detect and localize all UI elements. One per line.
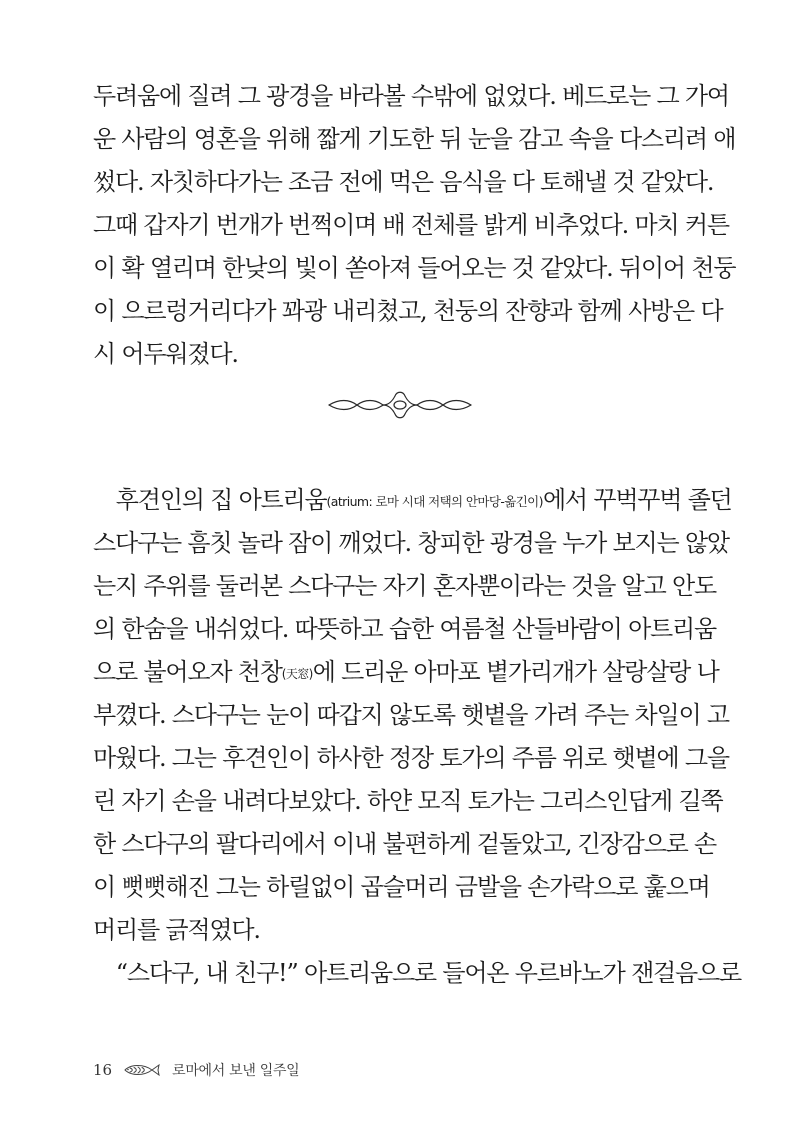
- text-line: 이 으르렁거리다가 꽈광 내리쳤고, 천둥의 잔향과 함께 사방은 다: [93, 297, 723, 325]
- text-line: 부꼈다. 스다구는 눈이 따갑지 않도록 햇볕을 가려 주는 차일이 고: [93, 701, 729, 729]
- book-title: 로마에서 보낸 일주일: [172, 1063, 300, 1079]
- text-line: 한 스다구의 팔다리에서 이내 불편하게 겉돌았고, 긴장감으로 손: [93, 830, 717, 858]
- text-line: 의 한숨을 내쉬었다. 따뜻하고 습한 여름철 산들바람이 아트리움: [93, 615, 717, 643]
- flourish-divider-icon: [327, 388, 473, 422]
- text-segment: 으로 불어오자 천창: [93, 658, 282, 686]
- hanja-note: (天窓): [281, 667, 313, 681]
- page-footer: [93, 1058, 299, 1082]
- paragraph-storm: [93, 75, 736, 376]
- text-line: 시 어두워졌다.: [93, 340, 238, 368]
- text-line: 는지 주위를 둘러본 스다구는 자기 혼자뿐이라는 것을 알고 안도: [93, 572, 717, 600]
- translator-note: (atrium: 로마 시대 저택의 안마당-옮긴이): [326, 494, 543, 509]
- text-line: 이 확 열리며 한낮의 빛이 쏟아져 들어오는 것 같았다. 뒤이어 천둥: [93, 254, 736, 282]
- text-line: [93, 651, 719, 694]
- paragraph-atrium: [93, 479, 741, 995]
- text-line: [93, 479, 732, 522]
- text-line: 마웠다. 그는 후견인이 하사한 정장 토가의 주름 위로 햇볕에 그을: [93, 744, 729, 772]
- text-line: 이 뻣뻣해진 그는 하릴없이 곱슬머리 금발을 손가락으로 훑으며: [93, 873, 710, 901]
- text-line: 린 자기 손을 내려다보았다. 하얀 모직 토가는 그리스인답게 길쭉: [93, 787, 723, 815]
- text-line: 스다구는 흠칫 놀라 잠이 깨었다. 창피한 광경을 누가 보지는 않았: [93, 529, 729, 557]
- text-segment: 후견인의 집 아트리움: [93, 486, 327, 514]
- text-segment: 에 드리운 아마포 볕가리개가 살랑살랑 나: [312, 658, 719, 686]
- text-line: “스다구, 내 친구!” 아트리움으로 들어온 우르바노가 잰걸음으로: [93, 959, 741, 987]
- fish-icon: [122, 1063, 162, 1077]
- text-line: 그때 갑자기 번개가 번쩍이며 배 전체를 밝게 비추었다. 마치 커튼: [93, 211, 729, 239]
- text-line: 썼다. 자칫하다가는 조금 전에 먹은 음식을 다 토해낼 것 같았다.: [93, 168, 714, 196]
- text-line: 두려움에 질려 그 광경을 바라볼 수밖에 없었다. 베드로는 그 가여: [93, 82, 729, 110]
- page-number: 16: [93, 1061, 113, 1079]
- text-line: 머리를 긁적였다.: [93, 916, 260, 944]
- text-line: 운 사람의 영혼을 위해 짧게 기도한 뒤 눈을 감고 속을 다스리려 애: [93, 125, 736, 153]
- text-segment: 에서 꾸벅꾸벅 졸던: [542, 486, 732, 514]
